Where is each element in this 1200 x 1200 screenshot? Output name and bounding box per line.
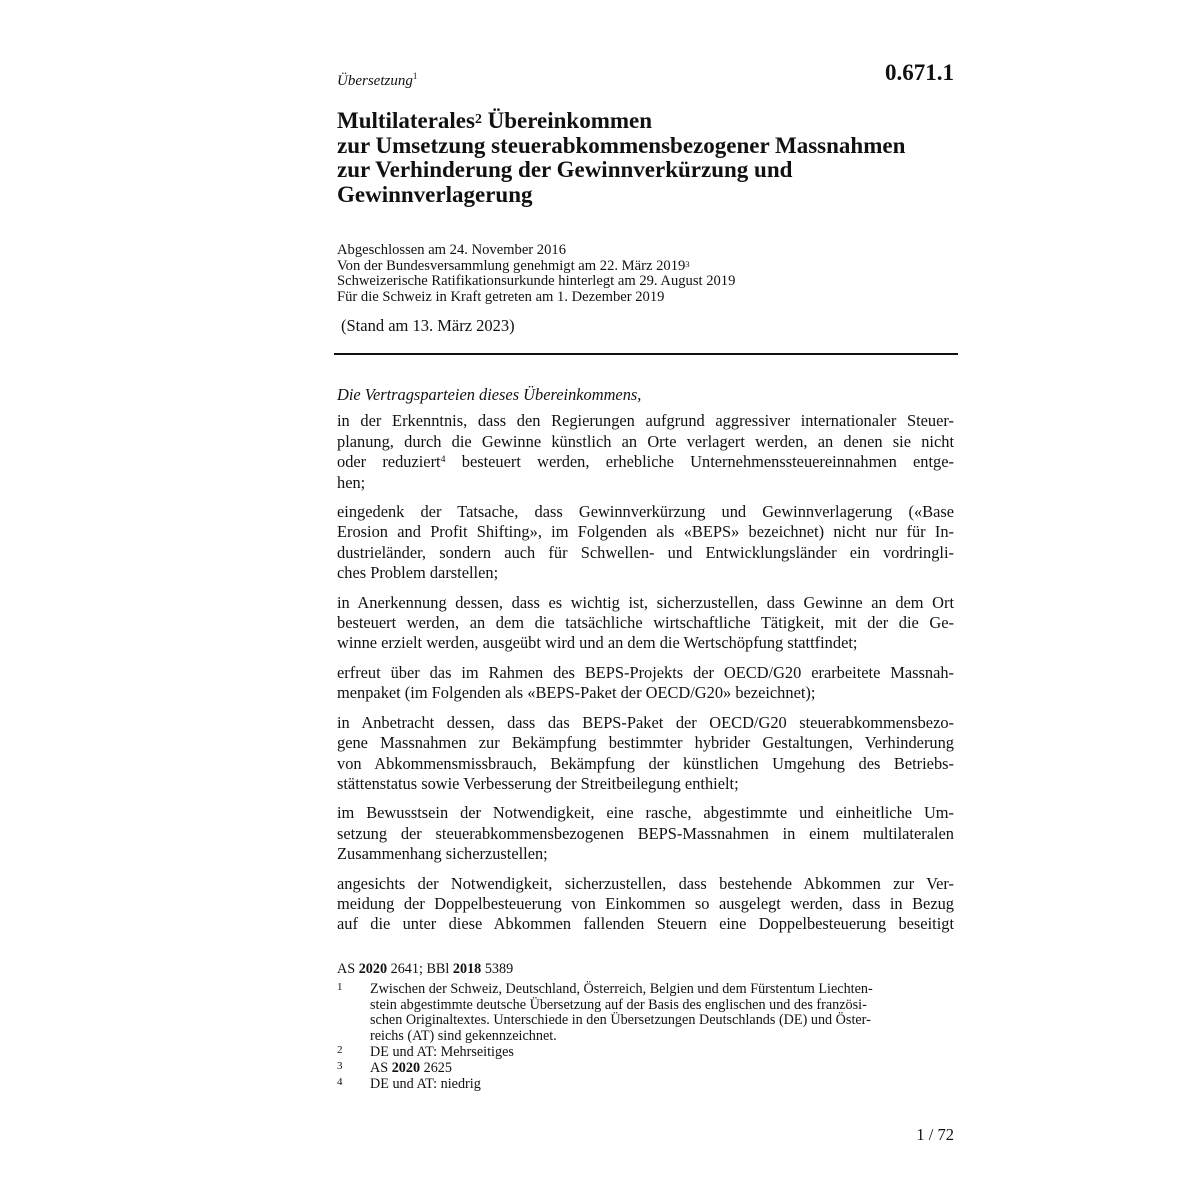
- footnote-line: schen Originaltextes. Unterschiede in den Übersetzungen Deutschlands (DE) und Öster-: [370, 1012, 871, 1029]
- footnote-text: [370, 982, 954, 1045]
- text-line: in der Erkenntnis, dass den Regierungen aufgrund aggressiver internationaler Steuer-: [337, 411, 954, 431]
- header-divider: [334, 353, 958, 355]
- text-line: besteuert werden, an dem die tatsächliche wirtschaftliche Tätigkeit, mit der die Ge-: [337, 613, 954, 633]
- text-line: Erosion and Profit Shifting», im Folgenden als «BEPS» bezeichnet) nicht nur für In-: [337, 522, 954, 542]
- text-line: hen;: [337, 472, 366, 492]
- footnote-2: [337, 1045, 954, 1061]
- footnote-ref-3[interactable]: 3: [685, 258, 690, 269]
- preamble-paragraph-4: [337, 663, 954, 704]
- title-line-1: [337, 109, 977, 134]
- source-year: 2018: [452, 961, 482, 977]
- translation-label-text: Übersetzung: [337, 73, 413, 89]
- text-line: eingedenk der Tatsache, dass Gewinnverkürzung und Gewinnverlagerung («Base: [337, 502, 954, 522]
- preamble: [337, 385, 954, 944]
- footnote-year: 2020: [391, 1059, 421, 1076]
- text-line: angesichts der Notwendigkeit, sicherzustellen, dass bestehende Abkommen zur Ver-: [337, 873, 954, 893]
- text-fragment: oder reduziert: [337, 452, 441, 472]
- translation-label: [337, 73, 417, 90]
- text-line: auf die unter diese Abkommen fallenden Steuern eine Doppelbesteuerung beseitigt: [337, 914, 954, 934]
- preamble-paragraph-1: [337, 411, 954, 493]
- preamble-paragraph-6: [337, 803, 954, 864]
- title-line-3: zur Verhinderung der Gewinnverkürzung und: [337, 157, 793, 182]
- title-rest: Übereinkommen: [481, 108, 653, 133]
- preamble-intro: Die Vertragsparteien dieses Übereinkommens,: [337, 385, 642, 404]
- text-line: in Anbetracht dessen, dass das BEPS-Paket der OECD/G20 steuerabkommensbezo-: [337, 712, 954, 732]
- footnote-fragment: 2625: [420, 1059, 452, 1076]
- footnote-number: 2: [337, 1043, 343, 1056]
- text-line: stättenstatus sowie Verbesserung der Streitbeilegung enthielt;: [337, 773, 739, 793]
- footnote-number: 4: [337, 1075, 343, 1088]
- title-word: Multilaterales: [337, 108, 475, 133]
- source-year: 2020: [358, 961, 388, 977]
- status-date: (Stand am 13. März 2023): [341, 316, 515, 335]
- text-line: winne erzielt werden, ausgeübt wird und an dem die Wertschöpfung stattfindet;: [337, 633, 858, 653]
- dates-block: [337, 243, 957, 305]
- date-concluded: Abgeschlossen am 24. November 2016: [337, 242, 566, 258]
- text-line: Zusammenhang sicherzustellen;: [337, 844, 548, 864]
- footnote-text: [370, 1061, 954, 1077]
- source-text: 5389: [481, 961, 514, 977]
- footnote-ref-4[interactable]: 4: [440, 454, 446, 466]
- footnote-ref-1[interactable]: 1: [412, 71, 418, 81]
- sr-number: 0.671.1: [885, 60, 954, 85]
- text-line: ches Problem darstellen;: [337, 563, 499, 583]
- footnote-4: [337, 1077, 954, 1093]
- date-approved-text: Von der Bundesversammlung genehmigt am 22. März 2019: [337, 257, 686, 274]
- text-line: menpaket (im Folgenden als «BEPS-Paket der OECD/G20» bezeichnet);: [337, 683, 816, 703]
- footnote-line: reichs (AT) sind gekennzeichnet.: [370, 1028, 557, 1045]
- preamble-paragraph-2: [337, 502, 954, 584]
- text-line: meidung der Doppelbesteuerung von Einkommen so ausgelegt werden, dass in Bezug: [337, 893, 954, 913]
- title-line-2: zur Umsetzung steuerabkommensbezogener Massnahmen: [337, 132, 906, 158]
- footnote-fragment: AS: [370, 1059, 392, 1076]
- footnote-line: Zwischen der Schweiz, Deutschland, Österreich, Belgien und dem Fürstentum Liechten-: [370, 980, 873, 997]
- date-deposited: Schweizerische Ratifikationsurkunde hinterlegt am 29. August 2019: [337, 273, 736, 290]
- preamble-paragraph-3: [337, 593, 954, 654]
- footnote-3: [337, 1061, 954, 1077]
- date-approved: [337, 259, 957, 275]
- footnote-1: [337, 982, 954, 1045]
- footnote-line: DE und AT: Mehrseitiges: [370, 1043, 514, 1060]
- footnote-ref-2[interactable]: 2: [474, 111, 482, 126]
- footnote-text: [370, 1045, 954, 1061]
- text-line: planung, durch die Gewinne künstlich an Orte verlagert werden, an denen sie nicht: [337, 431, 954, 451]
- text-line: in Anerkennung dessen, dass es wichtig ist, sicherzustellen, dass Gewinne an dem Ort: [337, 592, 954, 612]
- footnote-number: 1: [337, 980, 343, 993]
- text-line: [337, 452, 954, 472]
- footnote-line: [370, 1061, 954, 1077]
- document-title: [337, 109, 977, 207]
- footnotes: [337, 962, 954, 1092]
- source-reference: [337, 962, 954, 978]
- text-line: erfreut über das im Rahmen des BEPS-Projekts der OECD/G20 erarbeitete Massnah-: [337, 662, 954, 682]
- footnote-line: DE und AT: niedrig: [370, 1075, 481, 1092]
- page-number: 1 / 72: [916, 1125, 954, 1144]
- date-in-force: Für die Schweiz in Kraft getreten am 1. Dezember 2019: [337, 288, 665, 305]
- text-line: gene Massnahmen zur Bekämpfung bestimmter hybrider Gestaltungen, Verhinderung: [337, 733, 954, 753]
- source-text: 2641; BBl: [387, 961, 453, 977]
- title-line-4: Gewinnverlagerung: [337, 181, 533, 207]
- source-text: AS: [337, 961, 359, 977]
- footnote-number: 3: [337, 1059, 343, 1072]
- footnote-text: [370, 1077, 954, 1093]
- text-line: dustrieländer, sondern auch für Schwellen- und Entwicklungsländer ein vordringli-: [337, 542, 954, 562]
- text-line: im Bewusstsein der Notwendigkeit, eine rasche, abgestimmte und einheitliche Um-: [337, 803, 954, 823]
- preamble-paragraph-5: [337, 713, 954, 795]
- text-fragment: besteuert werden, erhebliche Unternehmenssteuereinnahmen entge-: [445, 452, 954, 472]
- preamble-paragraph-7: [337, 874, 954, 935]
- text-line: von Abkommensmissbrauch, Bekämpfung der künstlichen Umgehung des Betriebs-: [337, 753, 954, 773]
- text-line: setzung der steuerabkommensbezogenen BEPS-Massnahmen in einem multilateralen: [337, 823, 954, 843]
- footnote-line: stein abgestimmte deutsche Übersetzung auf der Basis des englischen und des französi-: [370, 996, 867, 1013]
